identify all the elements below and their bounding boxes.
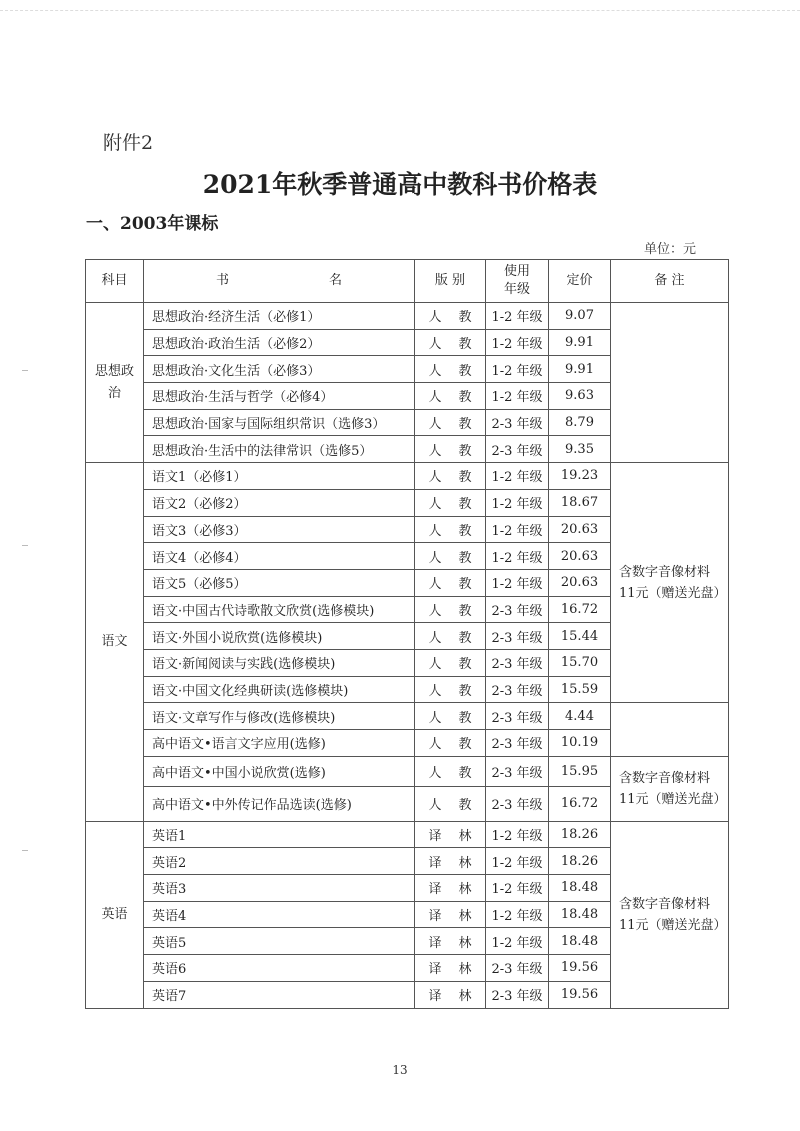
book-name: 英语4: [144, 901, 415, 928]
table-header-row: [86, 260, 729, 303]
section-heading: 一、2003年课标: [86, 214, 219, 234]
price-cell: 18.67: [549, 489, 611, 516]
pub-char: 人: [428, 337, 442, 353]
pub-char: 教: [458, 443, 472, 459]
book-name: 语文5（必修5）: [144, 569, 415, 596]
price-cell: 9.91: [549, 329, 611, 356]
publisher-cell: [415, 901, 486, 928]
grade-cell: 2-3 年级: [486, 730, 549, 757]
pub-char: 林: [458, 989, 472, 1005]
grade-cell: 2-3 年级: [486, 623, 549, 650]
pub-char: 人: [428, 470, 442, 486]
publisher-cell: [415, 703, 486, 730]
pub-char: 教: [458, 310, 472, 326]
grade-cell: 1-2 年级: [486, 901, 549, 928]
book-name: 语文·新闻阅读与实践(选修模块): [144, 649, 415, 676]
book-name: 语文·外国小说欣赏(选修模块): [144, 623, 415, 650]
pub-char: 教: [458, 765, 472, 781]
book-name: 英语5: [144, 928, 415, 955]
table-row: [86, 821, 729, 848]
publisher-cell: [415, 463, 486, 490]
pub-char: 林: [458, 855, 472, 871]
table-row: [86, 756, 729, 786]
publisher-cell: [415, 730, 486, 757]
price-cell: 15.44: [549, 623, 611, 650]
price-cell: 20.63: [549, 516, 611, 543]
price-cell: 4.44: [549, 703, 611, 730]
pub-char: 教: [458, 603, 472, 619]
book-name: 思想政治·生活中的法律常识（选修5）: [144, 436, 415, 463]
pub-char: 人: [428, 798, 442, 814]
header-price: 定价: [549, 260, 611, 303]
remark-text: 含数字音像材料11元（赠送光盘）: [619, 564, 727, 601]
grade-cell: 1-2 年级: [486, 356, 549, 383]
price-cell: 9.35: [549, 436, 611, 463]
pub-char: 人: [428, 710, 442, 726]
grade-cell: 2-3 年级: [486, 703, 549, 730]
pub-char: 林: [458, 962, 472, 978]
subject-cell: [86, 463, 144, 822]
grade-cell: 1-2 年级: [486, 821, 549, 848]
grade-cell: 2-3 年级: [486, 596, 549, 623]
pub-char: 教: [458, 657, 472, 673]
publisher-cell: [415, 569, 486, 596]
book-name: 高中语文•语言文字应用(选修): [144, 730, 415, 757]
price-cell: 15.95: [549, 756, 611, 786]
pub-char: 教: [458, 470, 472, 486]
grade-cell: 1-2 年级: [486, 569, 549, 596]
publisher-cell: [415, 329, 486, 356]
header-grade-line2: 年级: [503, 282, 530, 297]
publisher-cell: [415, 981, 486, 1008]
header-publisher: 版 别: [415, 260, 486, 303]
unit-label: 单位：元: [643, 242, 696, 257]
price-cell: 19.56: [549, 981, 611, 1008]
book-name: 思想政治·生活与哲学（必修4）: [144, 383, 415, 410]
table-row: [86, 463, 729, 490]
margin-mark: [22, 370, 28, 371]
pub-char: 人: [428, 390, 442, 406]
price-cell: 15.70: [549, 649, 611, 676]
header-book-char1: 书: [215, 273, 229, 288]
attachment-label: 附件2: [103, 132, 154, 154]
price-table: [85, 259, 729, 1009]
header-grade: [486, 260, 549, 303]
publisher-cell: [415, 303, 486, 330]
pub-char: 译: [428, 909, 442, 925]
header-book-char2: 名: [329, 273, 343, 288]
table-row: [86, 703, 729, 730]
price-cell: 20.63: [549, 543, 611, 570]
subject-label: 英语: [101, 906, 128, 922]
pub-char: 译: [428, 829, 442, 845]
grade-cell: 2-3 年级: [486, 409, 549, 436]
top-scan-line: [0, 10, 800, 11]
page-number: 13: [392, 1063, 408, 1077]
pub-char: 教: [458, 363, 472, 379]
book-name: 语文2（必修2）: [144, 489, 415, 516]
header-subject: 科目: [86, 260, 144, 303]
publisher-cell: [415, 543, 486, 570]
pub-char: 教: [458, 798, 472, 814]
pub-char: 人: [428, 550, 442, 566]
publisher-cell: [415, 383, 486, 410]
price-cell: 9.91: [549, 356, 611, 383]
book-name: 思想政治·国家与国际组织常识（选修3）: [144, 409, 415, 436]
pub-char: 人: [428, 443, 442, 459]
pub-char: 人: [428, 765, 442, 781]
grade-cell: 1-2 年级: [486, 875, 549, 902]
grade-cell: 2-3 年级: [486, 981, 549, 1008]
book-name: 高中语文•中外传记作品选读(选修): [144, 786, 415, 821]
remark-cell-empty: [611, 703, 729, 756]
pub-char: 教: [458, 390, 472, 406]
pub-char: 林: [458, 829, 472, 845]
price-cell: 9.63: [549, 383, 611, 410]
header-book-name: [144, 260, 415, 303]
grade-cell: 1-2 年级: [486, 848, 549, 875]
margin-mark: [22, 850, 28, 851]
pub-char: 林: [458, 882, 472, 898]
grade-cell: 2-3 年级: [486, 786, 549, 821]
book-name: 思想政治·经济生活（必修1）: [144, 303, 415, 330]
subject-label: 思想政治: [94, 363, 134, 401]
publisher-cell: [415, 955, 486, 982]
book-name: 语文·中国文化经典研读(选修模块): [144, 676, 415, 703]
price-cell: 19.23: [549, 463, 611, 490]
price-cell: 10.19: [549, 730, 611, 757]
grade-cell: 1-2 年级: [486, 303, 549, 330]
pub-char: 人: [428, 603, 442, 619]
price-cell: 20.63: [549, 569, 611, 596]
book-name: 语文3（必修3）: [144, 516, 415, 543]
grade-cell: 2-3 年级: [486, 955, 549, 982]
pub-char: 教: [458, 710, 472, 726]
price-cell: 18.48: [549, 901, 611, 928]
pub-char: 教: [458, 523, 472, 539]
header-remark: 备 注: [611, 260, 729, 303]
pub-char: 人: [428, 683, 442, 699]
book-name: 语文·中国古代诗歌散文欣赏(选修模块): [144, 596, 415, 623]
pub-char: 林: [458, 935, 472, 951]
pub-char: 教: [458, 577, 472, 593]
publisher-cell: [415, 489, 486, 516]
pub-char: 教: [458, 683, 472, 699]
grade-cell: 1-2 年级: [486, 463, 549, 490]
subject-label: 语文: [101, 633, 128, 649]
publisher-cell: [415, 356, 486, 383]
price-cell: 18.26: [549, 848, 611, 875]
grade-cell: 1-2 年级: [486, 543, 549, 570]
pub-char: 人: [428, 310, 442, 326]
pub-char: 教: [458, 630, 472, 646]
grade-cell: 1-2 年级: [486, 489, 549, 516]
pub-char: 人: [428, 737, 442, 753]
grade-cell: 1-2 年级: [486, 516, 549, 543]
book-name: 英语3: [144, 875, 415, 902]
book-name: 思想政治·文化生活（必修3）: [144, 356, 415, 383]
table-row: [86, 303, 729, 330]
book-name: 英语6: [144, 955, 415, 982]
pub-char: 教: [458, 337, 472, 353]
book-name: 高中语文•中国小说欣赏(选修): [144, 756, 415, 786]
pub-char: 人: [428, 497, 442, 513]
price-cell: 18.26: [549, 821, 611, 848]
pub-char: 译: [428, 882, 442, 898]
book-name: 思想政治·政治生活（必修2）: [144, 329, 415, 356]
price-cell: 8.79: [549, 409, 611, 436]
pub-char: 人: [428, 523, 442, 539]
pub-char: 译: [428, 855, 442, 871]
remark-cell: [611, 463, 729, 703]
price-cell: 9.07: [549, 303, 611, 330]
grade-cell: 1-2 年级: [486, 383, 549, 410]
pub-char: 人: [428, 417, 442, 433]
grade-cell: 2-3 年级: [486, 649, 549, 676]
subject-cell: [86, 821, 144, 1008]
publisher-cell: [415, 649, 486, 676]
header-grade-line1: 使用: [503, 264, 530, 279]
price-cell: 19.56: [549, 955, 611, 982]
pub-char: 教: [458, 417, 472, 433]
price-cell: 16.72: [549, 596, 611, 623]
publisher-cell: [415, 756, 486, 786]
pub-char: 人: [428, 630, 442, 646]
pub-char: 人: [428, 577, 442, 593]
publisher-cell: [415, 516, 486, 543]
pub-char: 林: [458, 909, 472, 925]
grade-cell: 1-2 年级: [486, 928, 549, 955]
pub-char: 人: [428, 363, 442, 379]
book-name: 英语2: [144, 848, 415, 875]
publisher-cell: [415, 821, 486, 848]
remark-cell: [611, 756, 729, 821]
book-name: 语文1（必修1）: [144, 463, 415, 490]
publisher-cell: [415, 848, 486, 875]
price-cell: 16.72: [549, 786, 611, 821]
document-title: 2021年秋季普通高中教科书价格表: [202, 170, 598, 199]
publisher-cell: [415, 676, 486, 703]
remark-text: 含数字音像材料11元（赠送光盘）: [619, 770, 727, 807]
book-name: 英语1: [144, 821, 415, 848]
publisher-cell: [415, 436, 486, 463]
grade-cell: 2-3 年级: [486, 436, 549, 463]
margin-mark: [22, 545, 28, 546]
publisher-cell: [415, 875, 486, 902]
publisher-cell: [415, 786, 486, 821]
pub-char: 人: [428, 657, 442, 673]
price-cell: 15.59: [549, 676, 611, 703]
pub-char: 教: [458, 737, 472, 753]
pub-char: 译: [428, 935, 442, 951]
book-name: 语文·文章写作与修改(选修模块): [144, 703, 415, 730]
publisher-cell: [415, 928, 486, 955]
book-name: 语文4（必修4）: [144, 543, 415, 570]
grade-cell: 1-2 年级: [486, 329, 549, 356]
pub-char: 教: [458, 550, 472, 566]
publisher-cell: [415, 409, 486, 436]
pub-char: 教: [458, 497, 472, 513]
publisher-cell: [415, 596, 486, 623]
price-cell: 18.48: [549, 875, 611, 902]
price-cell: 18.48: [549, 928, 611, 955]
grade-cell: 2-3 年级: [486, 676, 549, 703]
book-name: 英语7: [144, 981, 415, 1008]
remark-text: 含数字音像材料11元（赠送光盘）: [619, 896, 727, 933]
pub-char: 译: [428, 989, 442, 1005]
pub-char: 译: [428, 962, 442, 978]
remark-cell-empty: [611, 303, 729, 463]
publisher-cell: [415, 623, 486, 650]
remark-cell: [611, 821, 729, 1008]
subject-cell: [86, 303, 144, 463]
grade-cell: 2-3 年级: [486, 756, 549, 786]
